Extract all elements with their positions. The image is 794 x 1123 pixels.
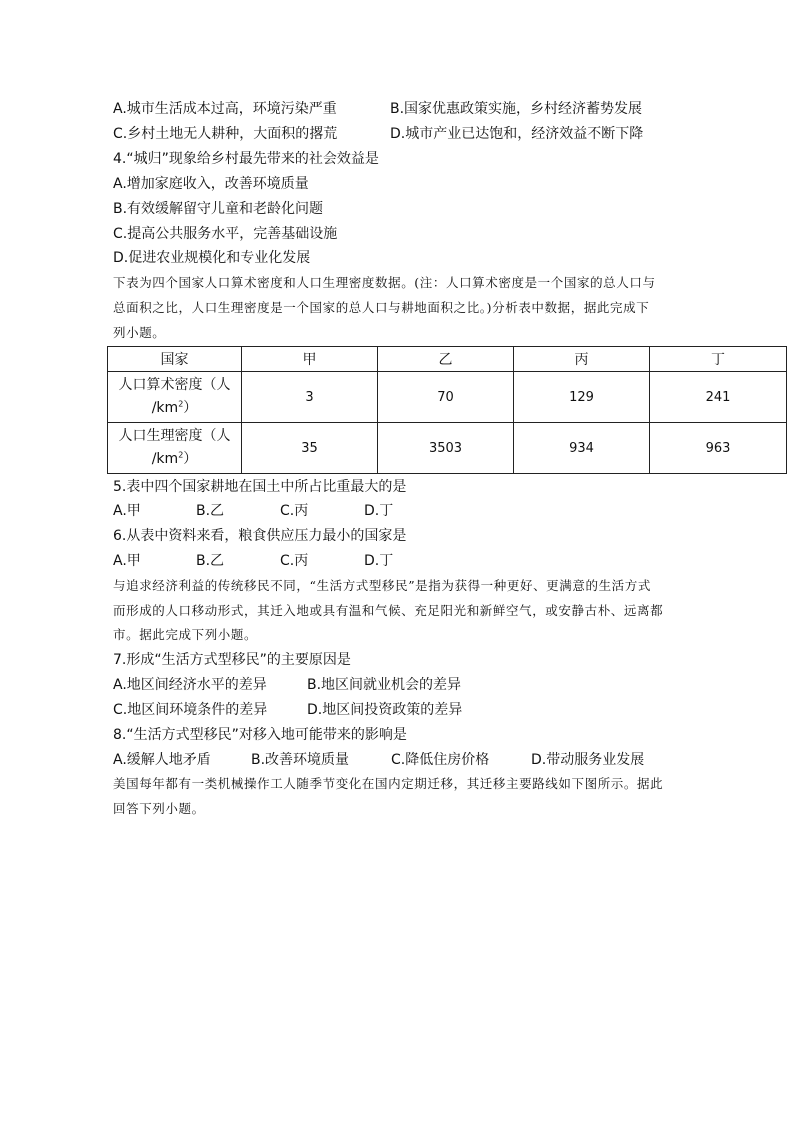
table-header-cell: 丙 <box>514 347 650 372</box>
table-cell: 70 <box>378 372 514 423</box>
q7-option-b: B.地区间就业机会的差异 <box>307 677 462 693</box>
intro1-line1: 下表为四个国家人口算术密度和人口生理密度数据。(注：人口算术密度是一个国家的总人口与 <box>113 275 656 290</box>
density-table <box>107 346 787 474</box>
table-cell: 35 <box>242 423 378 474</box>
q8-option-c: C.降低住房价格 <box>391 752 490 768</box>
table-header-cell: 国家 <box>108 347 242 372</box>
intro2-line3: 市。据此完成下列小题。 <box>113 627 258 642</box>
table-cell: 241 <box>650 372 787 423</box>
intro3-line2: 回答下列小题。 <box>113 801 205 816</box>
q5-option-b: B.乙 <box>196 503 225 519</box>
q6-option-b: B.乙 <box>196 553 225 569</box>
q4-option-c: C.提高公共服务水平，完善基础设施 <box>113 226 338 242</box>
q6-stem: 6.从表中资料来看，粮食供应压力最小的国家是 <box>113 528 407 544</box>
intro2-line1: 与追求经济利益的传统移民不同，“生活方式型移民”是指为获得一种更好、更满意的生活方式 <box>113 578 651 593</box>
intro1-line2: 总面积之比，人口生理密度是一个国家的总人口与耕地面积之比。)分析表中数据，据此完成下 <box>113 300 650 315</box>
table-header-row <box>108 347 787 372</box>
q7-option-d: D.地区间投资政策的差异 <box>307 702 463 718</box>
q5-stem: 5.表中四个国家耕地在国土中所占比重最大的是 <box>113 479 407 495</box>
q5-option-d: D.丁 <box>364 503 394 519</box>
q7-option-c: C.地区间环境条件的差异 <box>113 702 268 718</box>
table-cell: 934 <box>514 423 650 474</box>
q7-stem: 7.形成“生活方式型移民”的主要原因是 <box>113 652 351 668</box>
q5-option-a: A.甲 <box>113 503 141 519</box>
q8-option-d: D.带动服务业发展 <box>531 752 645 768</box>
q6-option-c: C.丙 <box>280 553 309 569</box>
intro2-line2: 而形成的人口移动形式，其迁入地或具有温和气候、充足阳光和新鲜空气，或安静古朴、远离都 <box>113 603 664 618</box>
table-cell: 3503 <box>378 423 514 474</box>
q3-option-b: B.国家优惠政策实施，乡村经济蓄势发展 <box>390 101 643 117</box>
q6-option-a: A.甲 <box>113 553 141 569</box>
q8-option-a: A.缓解人地矛盾 <box>113 752 211 768</box>
q4-option-d: D.促进农业规模化和专业化发展 <box>113 250 311 266</box>
table-row <box>108 423 787 474</box>
q7-option-a: A.地区间经济水平的差异 <box>113 677 267 693</box>
table-header-cell: 丁 <box>650 347 787 372</box>
intro1-line3: 列小题。 <box>113 325 166 340</box>
table-cell: 129 <box>514 372 650 423</box>
table-cell: 963 <box>650 423 787 474</box>
q4-option-b: B.有效缓解留守儿童和老龄化问题 <box>113 201 324 217</box>
row-label-arithmetic-density: 人口算术密度（人 $/km^2$） <box>108 372 242 423</box>
q3-option-d: D.城市产业已达饱和，经济效益不断下降 <box>390 126 644 142</box>
q6-option-d: D.丁 <box>364 553 394 569</box>
q5-option-c: C.丙 <box>280 503 309 519</box>
intro3-line1: 美国每年都有一类机械操作工人随季节变化在国内定期迁移，其迁移主要路线如下图所示。据此 <box>113 776 664 791</box>
q4-option-a: A.增加家庭收入，改善环境质量 <box>113 176 309 192</box>
q4-stem: 4.“城归”现象给乡村最先带来的社会效益是 <box>113 151 379 167</box>
q8-stem: 8.“生活方式型移民”对移入地可能带来的影响是 <box>113 727 407 743</box>
table-header-cell: 甲 <box>242 347 378 372</box>
q8-option-b: B.改善环境质量 <box>251 752 350 768</box>
table-cell: 3 <box>242 372 378 423</box>
table-header-cell: 乙 <box>378 347 514 372</box>
q3-option-a: A.城市生活成本过高，环境污染严重 <box>113 101 337 117</box>
q3-option-c: C.乡村土地无人耕种，大面积的撂荒 <box>113 126 338 142</box>
table-row <box>108 372 787 423</box>
row-label-physiological-density: 人口生理密度（人 $/km^2$） <box>108 423 242 474</box>
